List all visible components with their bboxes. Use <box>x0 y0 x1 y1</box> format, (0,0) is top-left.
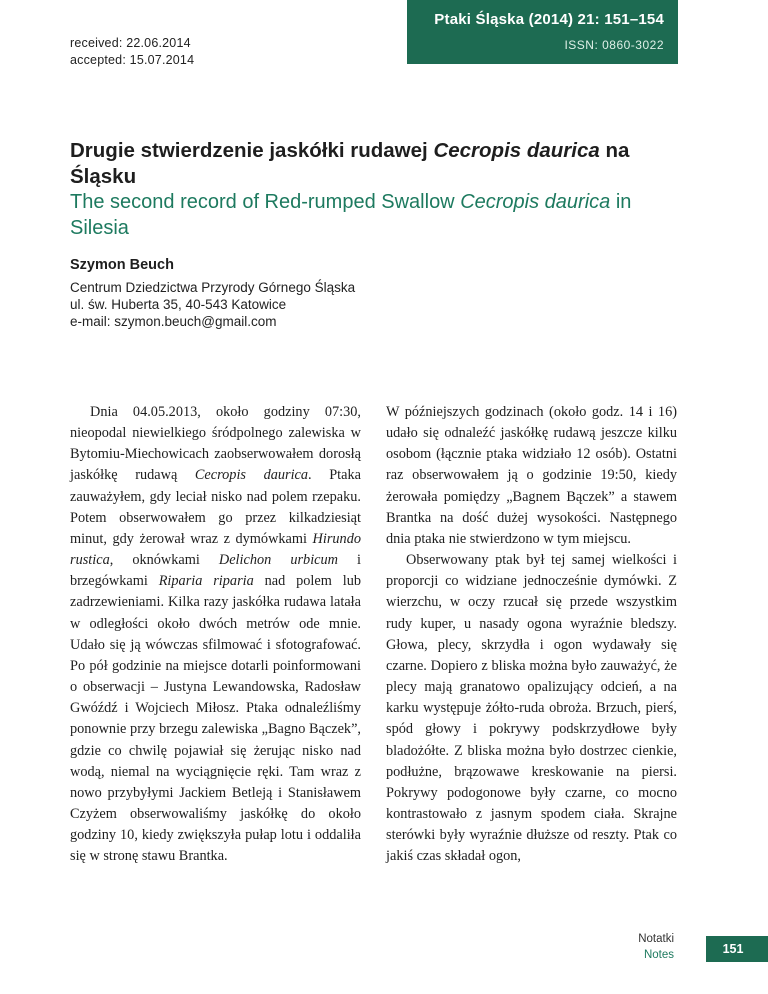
title-pl-species: Cecropis daurica <box>433 139 600 162</box>
text-run: i brzegówkami <box>70 552 362 590</box>
species-name: Riparia riparia <box>158 573 254 590</box>
paragraph-later-sightings: W późniejszych godzinach (około godz. 14 i 16) udało się odnaleźć jaskółkę rudawą jeszcze kilku osobom (łącznie ptaka widziało 12 osób). Ostatni raz obserwowałem ją o godzinie 19:50, kiedy żerowała pomiędzy „Bagnem Bączek” a stawem Brantka na dość dużej wysokości. Następnego dnia ptaka nie stwierdzono w tym miejscu. <box>386 404 677 547</box>
received-date: received: 22.06.2014 <box>70 36 191 50</box>
text-run: nad polem lub zadrzewieniami. Kilka razy jaskółka rudawa latała w odległości około dwóch metrów ode mnie. Udało się ją wówczas sfilmować i sfotografować. Po pół godzinie na miejsce dotarli poinformowani o obserwacji – Justyna Lewandowska, Radosław Gwóźdź i Wojciech Miłosz. Ptaka odnaleźliśmy ponownie przy brzegu zalewiska „Bagno Bączek”, gdzie co chwilę pojawiał się żerując nisko nad wodą, niemal na wyciągnięcie ręki. Tam wraz z nowo przybyłymi Jackiem Betleją i Stanisławem Czyżem obserwowaliśmy jaskółkę do około godziny 10, kiedy zwiększyła pułap lotu i oddaliła się w stronę stawu Brantka. <box>70 573 362 865</box>
species-name: Delichon urbicum <box>218 552 338 569</box>
species-name: Hirundo rustica <box>70 530 361 569</box>
journal-issn: ISSN: 0860-3022 <box>564 38 664 52</box>
text-run: , oknówkami <box>109 552 219 569</box>
affiliation-institution: Centrum Dziedzictwa Przyrody Górnego Śląska <box>70 280 356 295</box>
page-number: 151 <box>706 936 768 962</box>
author-email: e-mail: szymon.beuch@gmail.com <box>70 314 277 329</box>
journal-header-box <box>407 0 678 64</box>
text-run: . Ptaka zauważyłem, gdy leciał nisko nad polem rzepaku. Potem obserwowałem go przez kilkadziesiąt minut, gdy żerował wraz z dymówkami <box>70 467 361 547</box>
section-label-pl: Notatki <box>638 933 674 945</box>
author-name: Szymon Beuch <box>70 257 174 273</box>
paragraph-observation <box>70 402 361 867</box>
title-pl-prefix: Drugie stwierdzenie jaskółki rudawej <box>70 139 434 162</box>
title-en-prefix: The second record of Red-rumped Swallow <box>70 191 461 213</box>
title-en-species: Cecropis daurica <box>460 191 611 213</box>
title-pl-suffix: na Śląsku <box>70 139 630 188</box>
paragraph-description: Obserwowany ptak był tej samej wielkości i proporcji co widziane jednocześnie dymówki. Z wierzchu, w oczy rzucał się przede wszystkim rudy kuper, u nasady ogona wyraźnie bledszy. Głowa, plecy, skrzydła i ogon wydawały się czarne. Dopiero z bliska można było zauważyć, że plecy mają granatowo opalizujący odcień, a na karku występuje żółto-ruda obroża. Brzuch, pierś, spód głowy i pokrywy podskrzydłowe były bladożółte. Z bliska można było dostrzec cienkie, podłużne, brązowawe kreskowanie na piersi. Pokrywy podogonowe były czarne, co mocno kontrastowało z jasnym spodem ciała. Skrajne sterówki były wyraźnie dłuższe od reszty. Ptak co jakiś czas składał ogon, <box>386 552 677 865</box>
title-polish <box>70 138 680 190</box>
text-run: Dnia 04.05.2013, około godziny 07:30, nieopodal niewielkiego śródpolnego zalewiska w Bytomiu-Miechowicach zaobserwowałem dorosłą jaskółkę rudawą <box>70 404 361 484</box>
affiliation-address: ul. św. Huberta 35, 40-543 Katowice <box>70 297 287 312</box>
species-name: Cecropis daurica <box>194 467 309 484</box>
body-column-right <box>386 402 677 867</box>
author-affiliation <box>70 279 355 330</box>
accepted-date: accepted: 15.07.2014 <box>70 53 195 67</box>
title-english <box>70 189 680 241</box>
article-dates <box>70 35 194 69</box>
body-column-left <box>70 402 361 867</box>
section-label-en: Notes <box>643 949 674 961</box>
journal-citation: Ptaki Śląska (2014) 21: 151–154 <box>434 11 664 28</box>
title-en-suffix: in Silesia <box>70 191 632 239</box>
section-label <box>600 931 674 963</box>
